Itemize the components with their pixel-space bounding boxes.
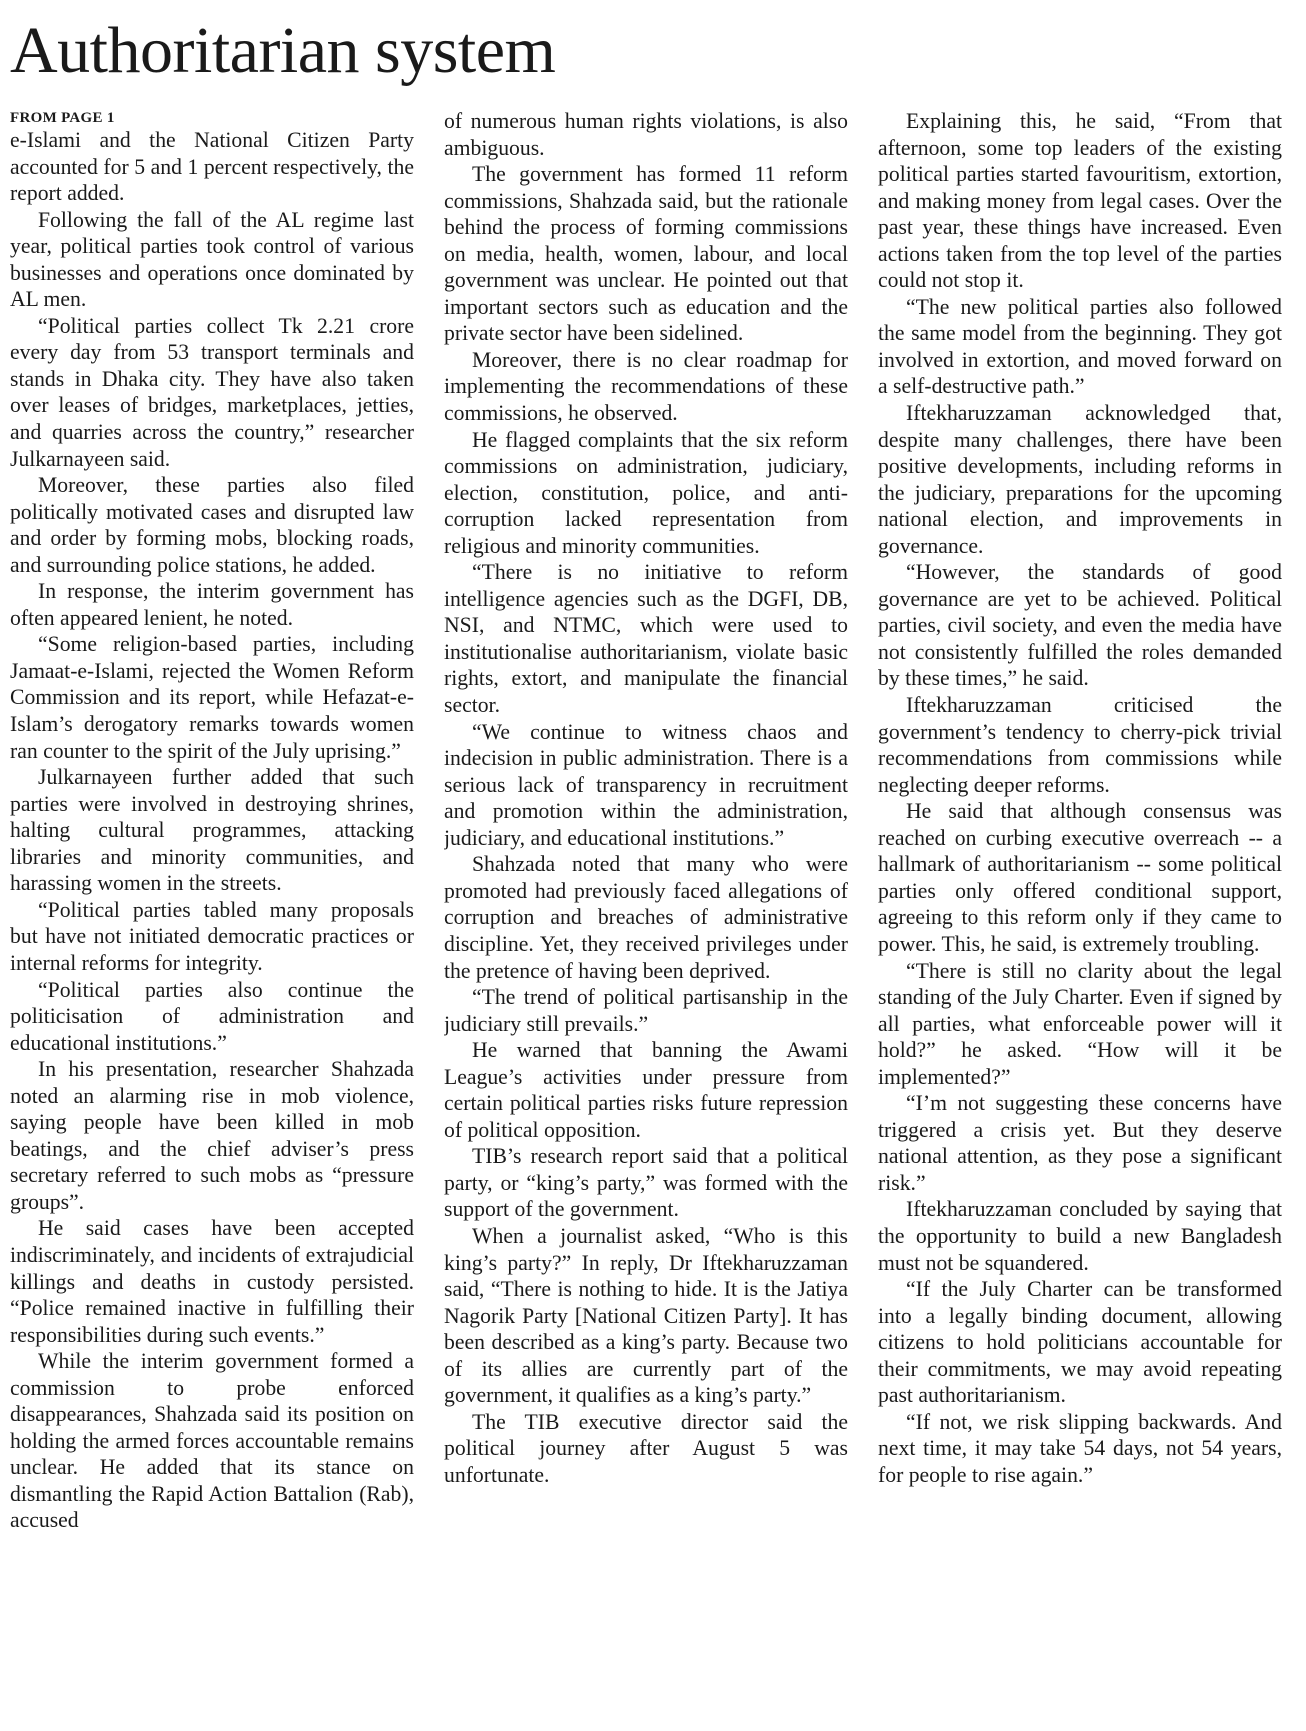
paragraph: “The trend of political partisanship in the judiciary still prevails.” xyxy=(444,985,848,1036)
paragraph: “There is no initiative to reform intelligence agencies such as the DGFI, DB, NSI, and NTMC, which were used to institutionalise authoritarianism, violate basic rights, extort, and manipulate the financial sector. xyxy=(444,560,848,718)
paragraph: TIB’s research report said that a political party, or “king’s party,” was formed with the support of the government. xyxy=(444,1144,848,1222)
paragraph: In his presentation, researcher Shahzada noted an alarming rise in mob violence, saying people have been killed in mob beatings, and the chief adviser’s press secretary referred to such mobs as “pressure groups”. xyxy=(10,1057,414,1214)
paragraph: While the interim government formed a commission to probe enforced disappearances, Shahzada said its position on holding the armed forces accountable remains unclear. He added that its stance on dismantling the Rapid Action Battalion (Rab), accused xyxy=(10,1349,414,1533)
paragraph: Moreover, there is no clear roadmap for implementing the recommendations of these commissions, he observed. xyxy=(444,347,848,426)
paragraph: Explaining this, he said, “From that afternoon, some top leaders of the existing political parties started favouritism, extortion, and making money from legal cases. Over the past year, these things have increased. Even actions taken from the top level of the parties could not stop it. xyxy=(878,109,1282,293)
paragraph: Julkarnayeen further added that such parties were involved in destroying shrines, halting cultural programmes, attacking libraries and minority communities, and harassing women in the streets. xyxy=(10,765,414,896)
article-column-1 xyxy=(10,108,414,1718)
paragraph: e-Islami and the National Citizen Party accounted for 5 and 1 percent respectively, the report added. xyxy=(10,128,414,206)
paragraph: “Some religion-based parties, including Jamaat-e-Islami, rejected the Women Reform Commission and its report, while Hefazat-e-Islam’s derogatory remarks towards women ran counter to the spirit of the July uprising.” xyxy=(10,632,414,763)
paragraph: Iftekharuzzaman acknowledged that, despite many challenges, there have been positive developments, including reforms in the judiciary, preparations for the upcoming national election, and improvements in governance. xyxy=(878,401,1282,558)
paragraph: Shahzada noted that many who were promoted had previously faced allegations of corruption and breaches of administrative discipline. Yet, they received privileges under the pretence of having been deprived. xyxy=(444,852,848,983)
paragraph: He warned that banning the Awami League’s activities under pressure from certain political parties risks future repression of political opposition. xyxy=(444,1038,848,1142)
article-column-3 xyxy=(878,108,1282,1718)
paragraph: “I’m not suggesting these concerns have triggered a crisis yet. But they deserve national attention, as they pose a significant risk.” xyxy=(878,1091,1282,1195)
paragraph: “Political parties collect Tk 2.21 crore every day from 53 transport terminals and stands in Dhaka city. They have also taken over leases of bridges, marketplaces, jetties, and quarries across the country,” researcher Julkarnayeen said. xyxy=(10,313,414,471)
paragraph: “If the July Charter can be transformed into a legally binding document, allowing citizens to hold politicians accountable for their commitments, we may avoid repeating past authoritarianism. xyxy=(878,1277,1282,1408)
paragraph: “However, the standards of good governance are yet to be achieved. Political parties, civil society, and even the media have not consistently fulfilled the roles demanded by these times,” he said. xyxy=(878,560,1282,691)
paragraph: “If not, we risk slipping backwards. And next time, it may take 54 days, not 54 years, for people to rise again.” xyxy=(878,1409,1282,1487)
paragraph: “The new political parties also followed the same model from the beginning. They got involved in extortion, and moved forward on a self-destructive path.” xyxy=(878,294,1282,399)
paragraph: He flagged complaints that the six reform commissions on administration, judiciary, election, constitution, police, and anti-corruption lacked representation from religious and minority communities. xyxy=(444,427,848,558)
paragraph: He said that although consensus was reached on curbing executive overreach -- a hallmark of authoritarianism -- some political parties only offered conditional support, agreeing to this reform only if they came to power. This, he said, is extremely troubling. xyxy=(878,799,1282,956)
paragraph: The TIB executive director said the political journey after August 5 was unfortunate. xyxy=(444,1409,848,1487)
paragraph: He said cases have been accepted indiscriminately, and incidents of extrajudicial killings and deaths in custody persisted. “Police remained inactive in fulfilling their responsibilities during such events.” xyxy=(10,1216,414,1347)
continuation-kicker: FROM PAGE 1 xyxy=(10,110,115,126)
paragraph: of numerous human rights violations, is also ambiguous. xyxy=(444,109,848,160)
paragraph: The government has formed 11 reform commissions, Shahzada said, but the rationale behind the process of forming commissions on media, health, women, labour, and local government was unclear. He pointed out that important sectors such as education and the private sector have been sidelined. xyxy=(444,162,848,346)
paragraph: Iftekharuzzaman criticised the government’s tendency to cherry-pick trivial recommendations from commissions while neglecting deeper reforms. xyxy=(878,693,1282,797)
paragraph: “Political parties tabled many proposals but have not initiated democratic practices or internal reforms for integrity. xyxy=(10,897,414,975)
paragraph: “Political parties also continue the politicisation of administration and educational institutions.” xyxy=(10,977,414,1055)
paragraph: Following the fall of the AL regime last year, political parties took control of various businesses and operations once dominated by AL men. xyxy=(10,207,414,312)
paragraph: In response, the interim government has often appeared lenient, he noted. xyxy=(10,579,414,630)
article-column-2 xyxy=(444,108,848,1718)
paragraph: Moreover, these parties also filed politically motivated cases and disrupted law and order by forming mobs, blocking roads, and surrounding police stations, he added. xyxy=(10,473,414,577)
paragraph: “There is still no clarity about the legal standing of the July Charter. Even if signed by all parties, what enforceable power will it hold?” he asked. “How will it be implemented?” xyxy=(878,958,1282,1089)
paragraph: “We continue to witness chaos and indecision in public administration. There is a serious lack of transparency in recruitment and promotion within the administration, judiciary, and educational institutions.” xyxy=(444,719,848,850)
article-headline: Authoritarian system xyxy=(10,14,556,87)
paragraph: Iftekharuzzaman concluded by saying that the opportunity to build a new Bangladesh must not be squandered. xyxy=(878,1197,1282,1275)
paragraph: When a journalist asked, “Who is this king’s party?” In reply, Dr Iftekharuzzaman said, “There is nothing to hide. It is the Jatiya Nagorik Party [National Citizen Party]. It has been described as a king’s party. Because two of its allies are currently part of the government, it qualifies as a king’s party.” xyxy=(444,1223,848,1408)
